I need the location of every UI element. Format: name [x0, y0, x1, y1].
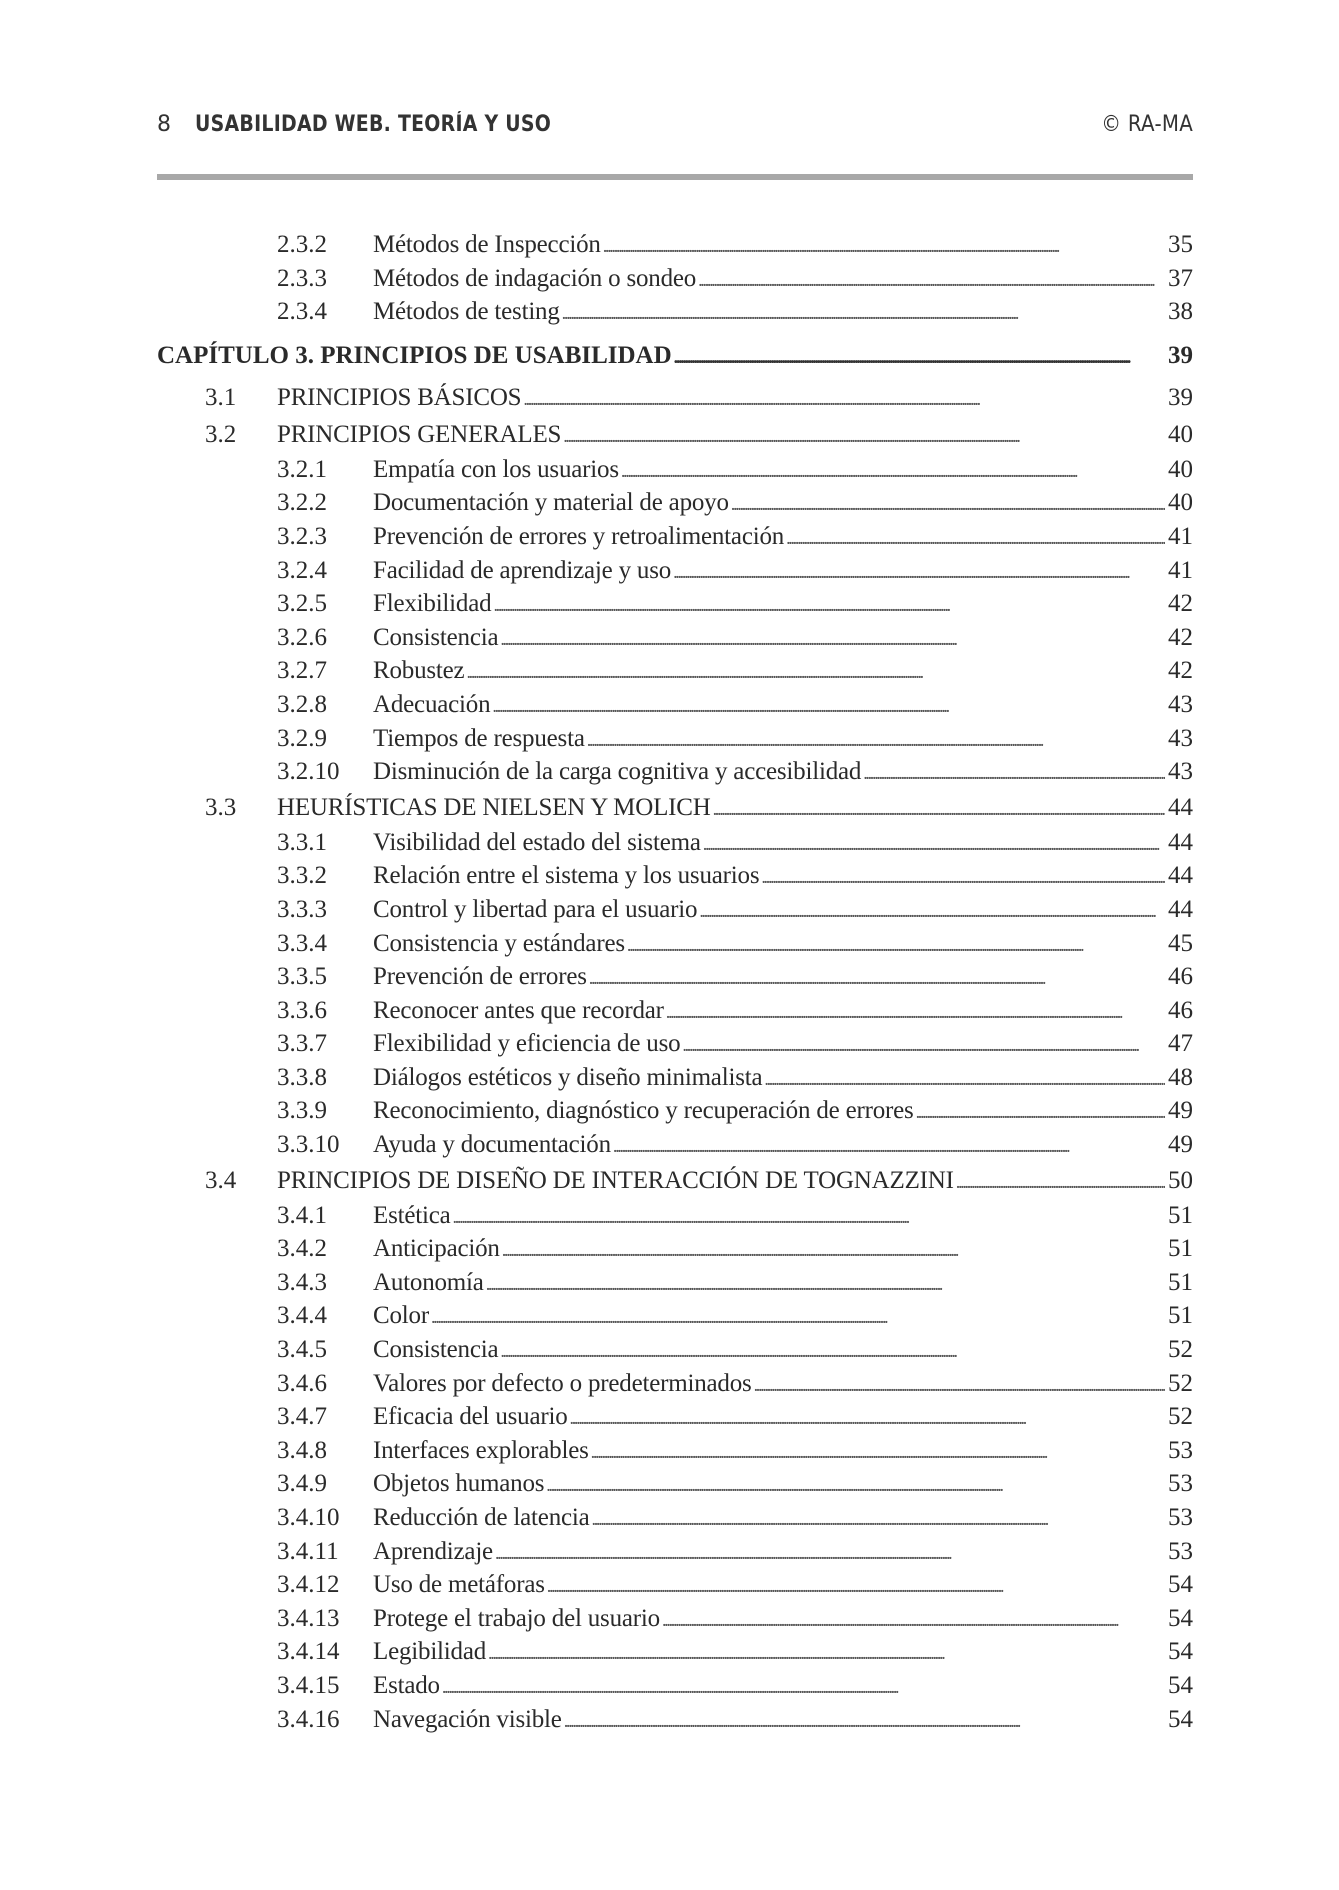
- toc-entry-number: 3.3.9: [277, 1097, 327, 1125]
- toc-dot-leader: [570, 1400, 1165, 1434]
- toc-subsection-entry: [157, 1467, 1193, 1501]
- toc-entry-title: Anticipación: [373, 1235, 500, 1263]
- toc-subsection-entry: [157, 755, 1193, 789]
- toc-entry-title: Autonomía: [373, 1268, 484, 1296]
- toc-subsection-entry: [157, 654, 1193, 688]
- toc-entry-title: Legibilidad: [373, 1638, 487, 1666]
- toc-entry-title: Reconocimiento, diagnóstico y recuperación de errores: [373, 1097, 914, 1125]
- toc-subsection-entry: [157, 587, 1193, 621]
- toc-subsection-entry: [157, 1535, 1193, 1569]
- toc-dot-leader: [662, 1602, 1165, 1636]
- toc-entry-page: 51: [1168, 1201, 1193, 1229]
- toc-subsection-entry: [157, 826, 1193, 860]
- toc-dot-leader: [492, 688, 1165, 722]
- toc-dot-leader: [731, 486, 1165, 520]
- toc-dot-leader: [523, 379, 1165, 416]
- toc-entry-page: 53: [1168, 1436, 1193, 1464]
- toc-entry-number: 3.4.1: [277, 1201, 327, 1229]
- toc-dot-leader: [466, 654, 1165, 688]
- toc-entry-page: 41: [1168, 556, 1193, 584]
- toc-entry-title: Flexibilidad: [373, 590, 492, 618]
- toc-entry-number: 3.3.8: [277, 1063, 327, 1091]
- toc-dot-leader: [916, 1094, 1165, 1128]
- toc-entry-title: Color: [373, 1302, 429, 1330]
- toc-dot-leader: [592, 1501, 1165, 1535]
- toc-entry-page: 43: [1168, 724, 1193, 752]
- toc-entry-page: 49: [1168, 1131, 1193, 1159]
- toc-subsection-entry: [157, 1434, 1193, 1468]
- toc-entry-page: 45: [1168, 929, 1193, 957]
- page-number: 8: [157, 112, 172, 137]
- toc-entry-number: 3.4.12: [277, 1571, 340, 1599]
- toc-entry-number: 3.4.7: [277, 1403, 327, 1431]
- toc-entry-title: Consistencia y estándares: [373, 929, 625, 957]
- toc-entry-number: 3.2.7: [277, 657, 327, 685]
- toc-subsection-entry: [157, 520, 1193, 554]
- toc-entry-page: 52: [1168, 1369, 1193, 1397]
- toc-dot-leader: [562, 295, 1165, 329]
- toc-subsection-entry: [157, 1299, 1193, 1333]
- toc-subsection-entry: [157, 1635, 1193, 1669]
- header-rule: [157, 174, 1193, 180]
- toc-dot-leader: [546, 1467, 1165, 1501]
- toc-entry-title: Valores por defecto o predeterminados: [373, 1369, 752, 1397]
- toc-entry-title: Facilidad de aprendizaje y uso: [373, 556, 672, 584]
- toc-dot-leader: [674, 333, 1165, 379]
- toc-entry-page: 40: [1168, 489, 1193, 517]
- toc-subsection-entry: [157, 1094, 1193, 1128]
- toc-entry-title: Eficacia del usuario: [373, 1403, 568, 1431]
- toc-entry-page: 46: [1168, 996, 1193, 1024]
- toc-dot-leader: [488, 1635, 1165, 1669]
- toc-entry-page: 44: [1168, 862, 1193, 890]
- toc-subsection-entry: [157, 927, 1193, 961]
- toc-entry-page: 48: [1168, 1063, 1193, 1091]
- toc-entry-number: 3.3.1: [277, 828, 327, 856]
- toc-dot-leader: [564, 1703, 1165, 1737]
- toc-subsection-entry: [157, 688, 1193, 722]
- toc-entry-number: 3.4.8: [277, 1436, 327, 1464]
- toc-subsection-entry: [157, 1367, 1193, 1401]
- toc-subsection-entry: [157, 960, 1193, 994]
- toc-dot-leader: [502, 1232, 1165, 1266]
- toc-entry-page: 53: [1168, 1504, 1193, 1531]
- toc-entry-title: Documentación y material de apoyo: [373, 489, 729, 517]
- toc-chapter-entry: [157, 333, 1193, 379]
- toc-entry-title: Prevención de errores: [373, 963, 587, 991]
- toc-entry-page: 37: [1168, 264, 1193, 292]
- toc-entry-title: Flexibilidad y eficiencia de uso: [373, 1030, 681, 1058]
- toc-entry-page: 51: [1168, 1302, 1193, 1330]
- toc-subsection-entry: [157, 295, 1193, 329]
- toc-entry-page: 42: [1168, 623, 1193, 651]
- toc-entry-number: 3.4.4: [277, 1302, 327, 1330]
- toc-dot-leader: [621, 453, 1165, 487]
- toc-entry-number: 2.3.3: [277, 264, 327, 292]
- toc-entry-title: Protege el trabajo del usuario: [373, 1604, 660, 1632]
- toc-dot-leader: [682, 1027, 1165, 1061]
- toc-subsection-entry: [157, 1128, 1193, 1162]
- toc-entry-title: Objetos humanos: [373, 1470, 545, 1498]
- toc-entry-number: 3.3.2: [277, 862, 327, 890]
- toc-dot-leader: [627, 927, 1165, 961]
- toc-entry-page: 52: [1168, 1403, 1193, 1431]
- toc-entry-title: Adecuación: [373, 690, 491, 718]
- toc-subsection-entry: [157, 453, 1193, 487]
- toc-entry-number: 3.3.4: [277, 929, 327, 957]
- toc-dot-leader: [713, 789, 1165, 826]
- toc-entry-number: 3.4.13: [277, 1604, 340, 1632]
- toc-entry-number: 3.3.7: [277, 1030, 327, 1058]
- toc-entry-page: 49: [1168, 1097, 1193, 1125]
- toc-entry-page: 52: [1168, 1336, 1193, 1364]
- toc-entry-number: 3.4.16: [277, 1705, 340, 1733]
- toc-dot-leader: [442, 1669, 1165, 1703]
- toc-entry-number: 3.3.10: [277, 1131, 340, 1159]
- toc-dot-leader: [673, 554, 1165, 588]
- toc-dot-leader: [956, 1162, 1165, 1199]
- toc-entry-title: PRINCIPIOS BÁSICOS: [277, 383, 522, 411]
- toc-entry-number: 2.3.4: [277, 298, 327, 326]
- toc-section-entry: [157, 789, 1193, 826]
- toc-entry-title: Interfaces explorables: [373, 1436, 589, 1464]
- toc-subsection-entry: [157, 262, 1193, 296]
- toc-entry-page: 51: [1168, 1235, 1193, 1263]
- toc-dot-leader: [495, 1535, 1165, 1569]
- toc-entry-number: 3.4.2: [277, 1235, 327, 1263]
- toc-entry-number: 3.4.10: [277, 1504, 340, 1531]
- running-head-left: [157, 112, 609, 137]
- toc-subsection-entry: [157, 859, 1193, 893]
- toc-entry-page: 35: [1168, 231, 1193, 258]
- toc-entry-page: 46: [1168, 963, 1193, 991]
- toc-entry-title: Métodos de indagación o sondeo: [373, 264, 697, 292]
- toc-subsection-entry: [157, 994, 1193, 1028]
- toc-entry-number: 3.2.2: [277, 489, 327, 517]
- toc-entry-page: 54: [1168, 1671, 1193, 1699]
- toc-entry-number: 2.3.2: [277, 231, 327, 258]
- book-title: USABILIDAD WEB. TEORÍA Y USO: [194, 112, 551, 137]
- toc-entry-title: Ayuda y documentación: [373, 1131, 611, 1159]
- toc-dot-leader: [863, 755, 1165, 789]
- toc-entry-title: Control y libertad para el usuario: [373, 895, 698, 923]
- toc-entry-page: 39: [1168, 383, 1193, 411]
- toc-entry-title: Reconocer antes que recordar: [373, 996, 664, 1024]
- toc-entry-page: 50: [1168, 1166, 1193, 1194]
- toc-entry-title: Consistencia: [373, 623, 499, 651]
- toc-subsection-entry: [157, 1027, 1193, 1061]
- toc-entry-page: 41: [1168, 522, 1193, 550]
- toc-entry-page: 47: [1168, 1030, 1193, 1058]
- toc-entry-title: Prevención de errores y retroalimentación: [373, 522, 785, 550]
- toc-subsection-entry: [157, 1232, 1193, 1266]
- toc-entry-title: Relación entre el sistema y los usuarios: [373, 862, 760, 890]
- toc-entry-title: CAPÍTULO 3. PRINCIPIOS DE USABILIDAD: [157, 341, 672, 369]
- toc-dot-leader: [589, 960, 1165, 994]
- toc-dot-leader: [786, 520, 1165, 554]
- toc-entry-number: 3.2.1: [277, 455, 327, 483]
- toc-entry-title: HEURÍSTICAS DE NIELSEN Y MOLICH: [277, 793, 711, 821]
- toc-entry-title: Estética: [373, 1201, 451, 1229]
- toc-dot-leader: [699, 893, 1165, 927]
- toc-dot-leader: [431, 1299, 1165, 1333]
- toc-entry-title: Aprendizaje: [373, 1537, 493, 1565]
- toc-entry-number: 3.3: [205, 793, 237, 821]
- toc-dot-leader: [754, 1367, 1165, 1401]
- table-of-contents: [157, 228, 1193, 1736]
- toc-entry-number: 3.4.11: [277, 1537, 339, 1565]
- toc-entry-title: Métodos de testing: [373, 298, 560, 326]
- toc-subsection-entry: [157, 1400, 1193, 1434]
- toc-subsection-entry: [157, 228, 1193, 262]
- toc-entry-number: 3.2: [205, 420, 237, 448]
- toc-subsection-entry: [157, 1061, 1193, 1095]
- toc-entry-page: 39: [1168, 341, 1193, 369]
- toc-subsection-entry: [157, 554, 1193, 588]
- toc-entry-title: Consistencia: [373, 1336, 499, 1364]
- toc-entry-title: Métodos de Inspección: [373, 231, 601, 258]
- toc-section-entry: [157, 1162, 1193, 1199]
- toc-dot-leader: [698, 262, 1165, 296]
- toc-entry-number: 3.2.8: [277, 690, 327, 718]
- toc-entry-page: 53: [1168, 1537, 1193, 1565]
- toc-subsection-entry: [157, 1333, 1193, 1367]
- toc-entry-title: Uso de metáforas: [373, 1571, 545, 1599]
- toc-subsection-entry: [157, 1568, 1193, 1602]
- toc-dot-leader: [764, 1061, 1165, 1095]
- toc-entry-page: 43: [1168, 690, 1193, 718]
- toc-entry-page: 53: [1168, 1470, 1193, 1498]
- toc-section-entry: [157, 379, 1193, 416]
- toc-subsection-entry: [157, 1501, 1193, 1535]
- toc-dot-leader: [587, 722, 1165, 756]
- toc-subsection-entry: [157, 722, 1193, 756]
- toc-entry-title: Estado: [373, 1671, 440, 1699]
- toc-dot-leader: [591, 1434, 1165, 1468]
- toc-entry-page: 40: [1168, 455, 1193, 483]
- toc-subsection-entry: [157, 1602, 1193, 1636]
- toc-dot-leader: [453, 1199, 1165, 1233]
- toc-subsection-entry: [157, 1199, 1193, 1233]
- toc-entry-page: 51: [1168, 1268, 1193, 1296]
- publisher-mark: © RA-MA: [1101, 112, 1193, 137]
- toc-entry-title: PRINCIPIOS DE DISEÑO DE INTERACCIÓN DE TOGNAZZINI: [277, 1166, 954, 1194]
- toc-subsection-entry: [157, 1669, 1193, 1703]
- toc-entry-number: 3.4.5: [277, 1336, 327, 1364]
- toc-dot-leader: [547, 1568, 1165, 1602]
- toc-dot-leader: [493, 587, 1165, 621]
- toc-entry-number: 3.2.3: [277, 522, 327, 550]
- toc-entry-number: 3.1: [205, 383, 237, 411]
- toc-entry-page: 43: [1168, 758, 1193, 786]
- toc-entry-number: 3.2.6: [277, 623, 327, 651]
- toc-entry-page: 42: [1168, 657, 1193, 685]
- toc-entry-page: 44: [1168, 793, 1193, 821]
- toc-entry-number: 3.3.3: [277, 895, 327, 923]
- toc-entry-title: PRINCIPIOS GENERALES: [277, 420, 562, 448]
- toc-entry-page: 40: [1168, 420, 1193, 448]
- toc-entry-number: 3.2.4: [277, 556, 327, 584]
- toc-section-entry: [157, 416, 1193, 453]
- toc-dot-leader: [613, 1128, 1165, 1162]
- toc-entry-number: 3.3.6: [277, 996, 327, 1024]
- toc-entry-number: 3.4.6: [277, 1369, 327, 1397]
- toc-entry-number: 3.4.15: [277, 1671, 340, 1699]
- toc-dot-leader: [603, 228, 1165, 262]
- toc-entry-number: 3.4: [205, 1166, 237, 1194]
- toc-entry-number: 3.2.5: [277, 590, 327, 618]
- toc-entry-page: 44: [1168, 895, 1193, 923]
- toc-entry-title: Robustez: [373, 657, 465, 685]
- toc-subsection-entry: [157, 621, 1193, 655]
- toc-dot-leader: [500, 621, 1165, 655]
- toc-dot-leader: [563, 416, 1165, 453]
- toc-entry-page: 54: [1168, 1604, 1193, 1632]
- toc-entry-page: 38: [1168, 298, 1193, 326]
- toc-entry-title: Empatía con los usuarios: [373, 455, 619, 483]
- running-head: [157, 112, 1193, 152]
- toc-entry-page: 44: [1168, 828, 1193, 856]
- toc-entry-number: 3.2.10: [277, 758, 340, 786]
- toc-dot-leader: [761, 859, 1165, 893]
- toc-entry-number: 3.4.3: [277, 1268, 327, 1296]
- toc-entry-number: 3.4.9: [277, 1470, 327, 1498]
- toc-dot-leader: [500, 1333, 1165, 1367]
- toc-entry-number: 3.4.14: [277, 1638, 340, 1666]
- toc-subsection-entry: [157, 893, 1193, 927]
- toc-entry-number: 3.3.5: [277, 963, 327, 991]
- toc-entry-page: 54: [1168, 1705, 1193, 1733]
- toc-subsection-entry: [157, 1703, 1193, 1737]
- toc-entry-title: Navegación visible: [373, 1705, 562, 1733]
- toc-subsection-entry: [157, 486, 1193, 520]
- toc-entry-page: 54: [1168, 1571, 1193, 1599]
- toc-dot-leader: [486, 1266, 1165, 1300]
- toc-entry-title: Visibilidad del estado del sistema: [373, 828, 701, 856]
- toc-entry-title: Tiempos de respuesta: [373, 724, 585, 752]
- toc-dot-leader: [703, 826, 1165, 860]
- toc-entry-title: Reducción de latencia: [373, 1504, 590, 1531]
- toc-entry-number: 3.2.9: [277, 724, 327, 752]
- toc-subsection-entry: [157, 1266, 1193, 1300]
- toc-entry-page: 42: [1168, 590, 1193, 618]
- toc-entry-page: 54: [1168, 1638, 1193, 1666]
- toc-entry-title: Disminución de la carga cognitiva y accesibilidad: [373, 758, 862, 786]
- toc-dot-leader: [666, 994, 1165, 1028]
- toc-entry-title: Diálogos estéticos y diseño minimalista: [373, 1063, 763, 1091]
